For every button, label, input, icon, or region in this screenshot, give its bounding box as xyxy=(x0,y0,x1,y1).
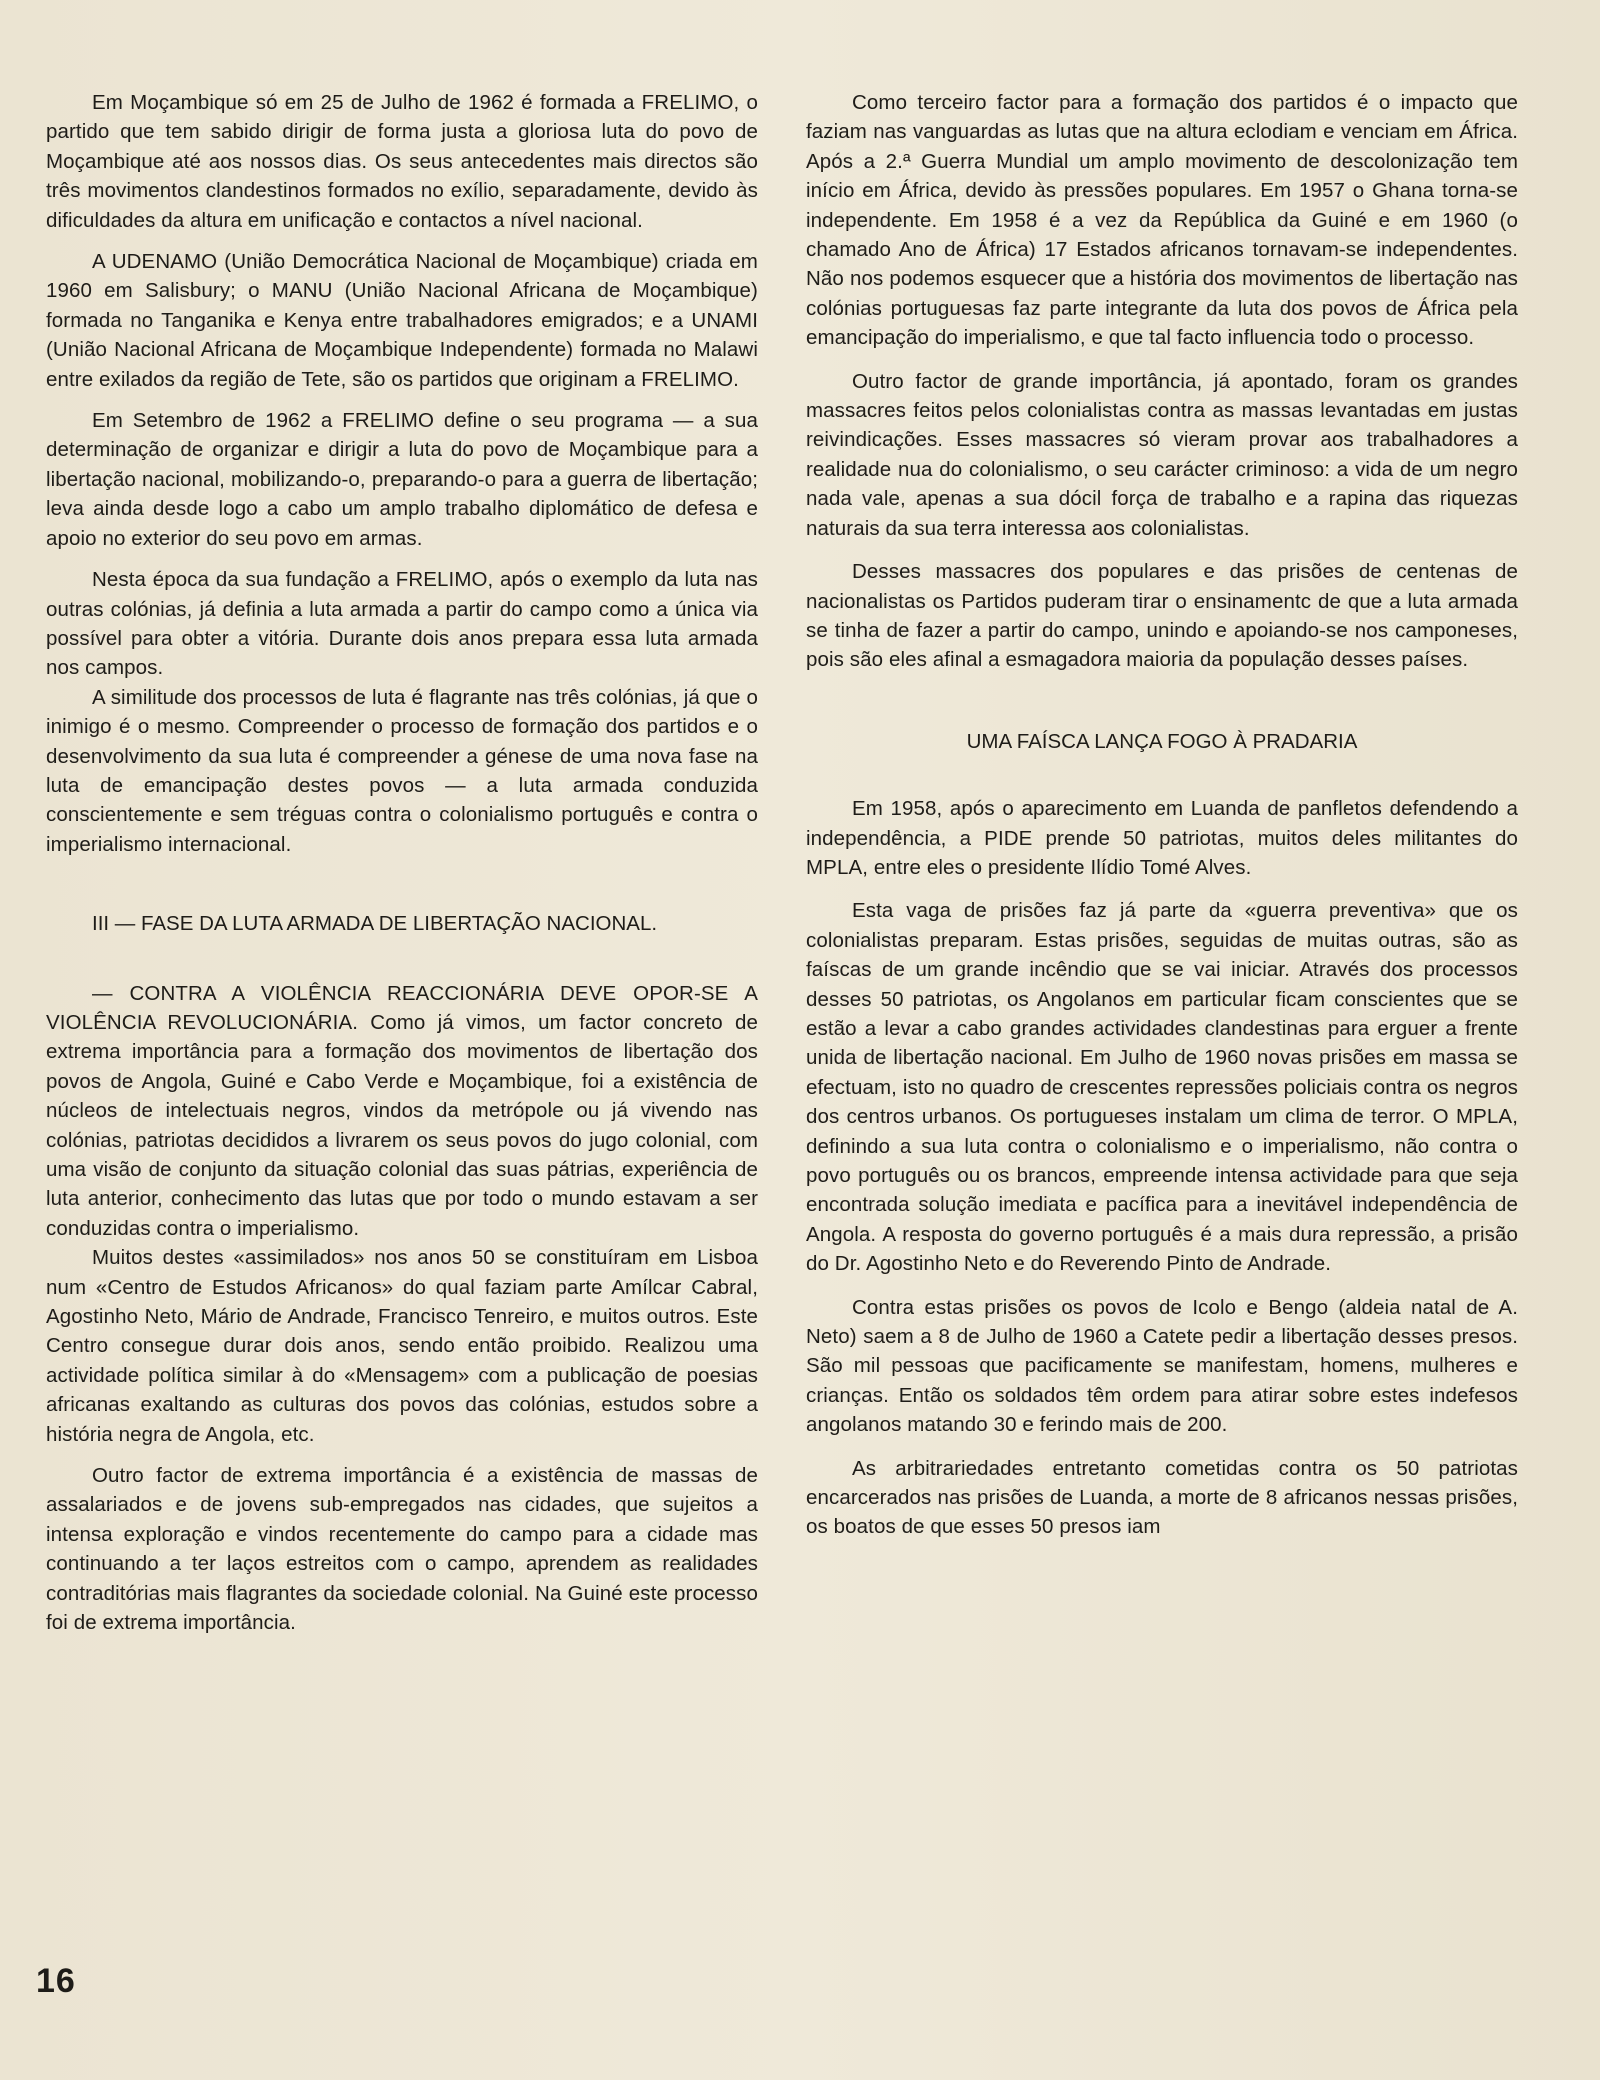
paragraph: Esta vaga de prisões faz já parte da «guerra preventiva» que os colonialistas preparam. Estas prisões, seguidas de muitas outras, são as faíscas de um grande incêndio que se vai iniciar. Através dos processos desses 50 patriotas, os Angolanos em particular ficam conscientes que se estão a levar a cabo grandes actividades clandestinas para erguer a frente unida de libertação nacional. Em Julho de 1960 novas prisões em massa se efectuam, isto no quadro de crescentes repressões policiais contra os negros dos centros urbanos. Os portugueses instalam um clima de terror. O MPLA, definindo a sua luta contra o colonialismo e o imperialismo, não contra o povo português ou os brancos, empreende intensa actividade para que seja encontrada solução imediata e pacífica para a inevitável independência de Angola. A resposta do governo português é a mais dura repressão, a prisão do Dr. Agostinho Neto e do Reverendo Pinto de Andrade. xyxy=(806,899,1518,1276)
paragraph: Como terceiro factor para a formação dos partidos é o impacto que faziam nas vanguardas as lutas que na altura eclodiam e venciam em África. Após a 2.ª Guerra Mundial um amplo movimento de descolonização tem início em África, devido às pressões populares. Em 1957 o Ghana torna-se independente. Em 1958 é a vez da República da Guiné e em 1960 (o chamado Ano de África) 17 Estados africanos tornavam-se independentes. Não nos podemos esquecer que a história dos movimentos de libertação nas colónias portuguesas faz parte integrante da luta dos povos de África pela emancipação do imperialismo, e que tal facto influencia todo o processo. xyxy=(806,91,1518,350)
paragraph: Muitos destes «assimilados» nos anos 50 se constituíram em Lisboa num «Centro de Estudos Africanos» do qual faziam parte Amílcar Cabral, Agostinho Neto, Mário de Andrade, Francisco Tenreiro, e muitos outros. Este Centro consegue durar dois anos, sendo então proibido. Realizou uma actividade política similar à do «Mensagem» com a publicação de poesias africanas exaltando as culturas dos povos das colónias, estudos sobre a história negra de Angola, etc. xyxy=(46,1246,758,1446)
paragraph: Contra estas prisões os povos de Icolo e Bengo (aldeia natal de A. Neto) saem a 8 de Julho de 1960 a Catete pedir a libertação desses presos. São mil pessoas que pacificamente se manifestam, homens, mulheres e crianças. Então os soldados têm ordem para atirar sobre estes indefesos angolanos matando 30 e ferindo mais de 200. xyxy=(806,1295,1518,1437)
paragraph: A UDENAMO (União Democrática Nacional de Moçambique) criada em 1960 em Salisbury; o MANU (União Nacional Africana de Moçambique) formada no Tanganika e Kenya entre trabalhadores emigrados; e a UNAMI (União Nacional Africana de Moçambique Independente) formada no Malawi entre exilados da região de Tete, são os partidos que originam a FRELIMO. xyxy=(46,250,758,391)
paragraph: Desses massacres dos populares e das prisões de centenas de nacionalistas os Partidos puderam tirar o ensinamentc de que a luta armada se tinha de fazer a partir do campo, unindo e apoiando-se nos camponeses, pois são eles afinal a esmagadora maioria da população desses países. xyxy=(806,560,1518,672)
paragraph: — CONTRA A VIOLÊNCIA REACCIONÁRIA DEVE OPOR-SE A VIOLÊNCIA REVOLUCIONÁRIA. Como já vimos, um factor concreto de extrema importância para a formação dos movimentos de libertação dos povos de Angola, Guiné e Cabo Verde e Moçambique, foi a existência de núcleos de intelectuais negros, vindos da metrópole ou já vivendo nas colónias, patriotas decididos a livrarem os seus povos do jugo colonial, com uma visão de conjunto da situação colonial das suas pátrias, experiência de luta anterior, conhecimento das lutas que por todo o mundo estavam a ser conduzidas contra o imperialismo. xyxy=(46,981,758,1240)
section-heading: III — FASE DA LUTA ARMADA DE LIBERTAÇÃO NACIONAL. xyxy=(92,912,658,936)
paragraph: As arbitrariedades entretanto cometidas contra os 50 patriotas encarcerados nas prisões de Luanda, a morte de 8 africanos nessas prisões, os boatos de que esses 50 presos iam xyxy=(806,1456,1518,1539)
page-number: 16 xyxy=(36,1962,76,2000)
paragraph: Em Setembro de 1962 a FRELIMO define o seu programa — a sua determinação de organizar e dirigir a luta do povo de Moçambique para a libertação nacional, mobilizando-o, preparando-o para a guerra de libertação; leva ainda desde logo a cabo um amplo trabalho diplomático de defesa e apoio no exterior do seu povo em armas. xyxy=(46,409,758,550)
left-column xyxy=(46,88,758,1650)
paragraph: Em 1958, após o aparecimento em Luanda de panfletos defendendo a independência, a PIDE prende 50 patriotas, muitos deles militantes do MPLA, entre eles o presidente Ilídio Tomé Alves. xyxy=(806,797,1518,879)
paragraph: Outro factor de extrema importância é a existência de massas de assalariados e de jovens sub-empregados nas cidades, que sujeitos a intensa exploração e vindos recentemente do campo para a cidade mas continuando a ter laços estreitos com o campo, aprendem as realidades contraditórias mais flagrantes da sociedade colonial. Na Guiné este processo foi de extrema importância. xyxy=(46,1464,758,1635)
paragraph: A similitude dos processos de luta é flagrante nas três colónias, já que o inimigo é o mesmo. Compreender o processo de formação dos partidos e o desenvolvimento da sua luta é compreender a génese de uma nova fase na luta de emancipação destes povos — a luta armada conduzida conscientemente e sem tréguas contra o colonialismo português e contra o imperialismo internacional. xyxy=(46,685,758,856)
paragraph: Nesta época da sua fundação a FRELIMO, após o exemplo da luta nas outras colónias, já definia a luta armada a partir do campo como a única via possível para obter a vitória. Durante dois anos prepara essa luta armada nos campos. xyxy=(46,568,758,680)
section-subheading: UMA FAÍSCA LANÇA FOGO À PRADARIA xyxy=(966,729,1358,753)
right-column xyxy=(806,88,1518,1556)
paragraph: Em Moçambique só em 25 de Julho de 1962 é formada a FRELIMO, o partido que tem sabido dirigir de forma justa a gloriosa luta do povo de Moçambique até aos nossos dias. Os seus antecedentes mais directos são três movimentos clandestinos formados no exílio, separadamente, devido às dificuldades da altura em unificação e contactos a nível nacional. xyxy=(46,91,758,232)
paragraph: Outro factor de grande importância, já apontado, foram os grandes massacres feitos pelos colonialistas contra as massas levantadas em justas reivindicações. Esses massacres só vieram provar aos trabalhadores a realidade nua do colonialismo, o seu carácter criminoso: a vida de um negro nada vale, apenas a sua dócil força de trabalho e a rapina das riquezas naturais da sua terra interessa aos colonialistas. xyxy=(806,369,1518,540)
